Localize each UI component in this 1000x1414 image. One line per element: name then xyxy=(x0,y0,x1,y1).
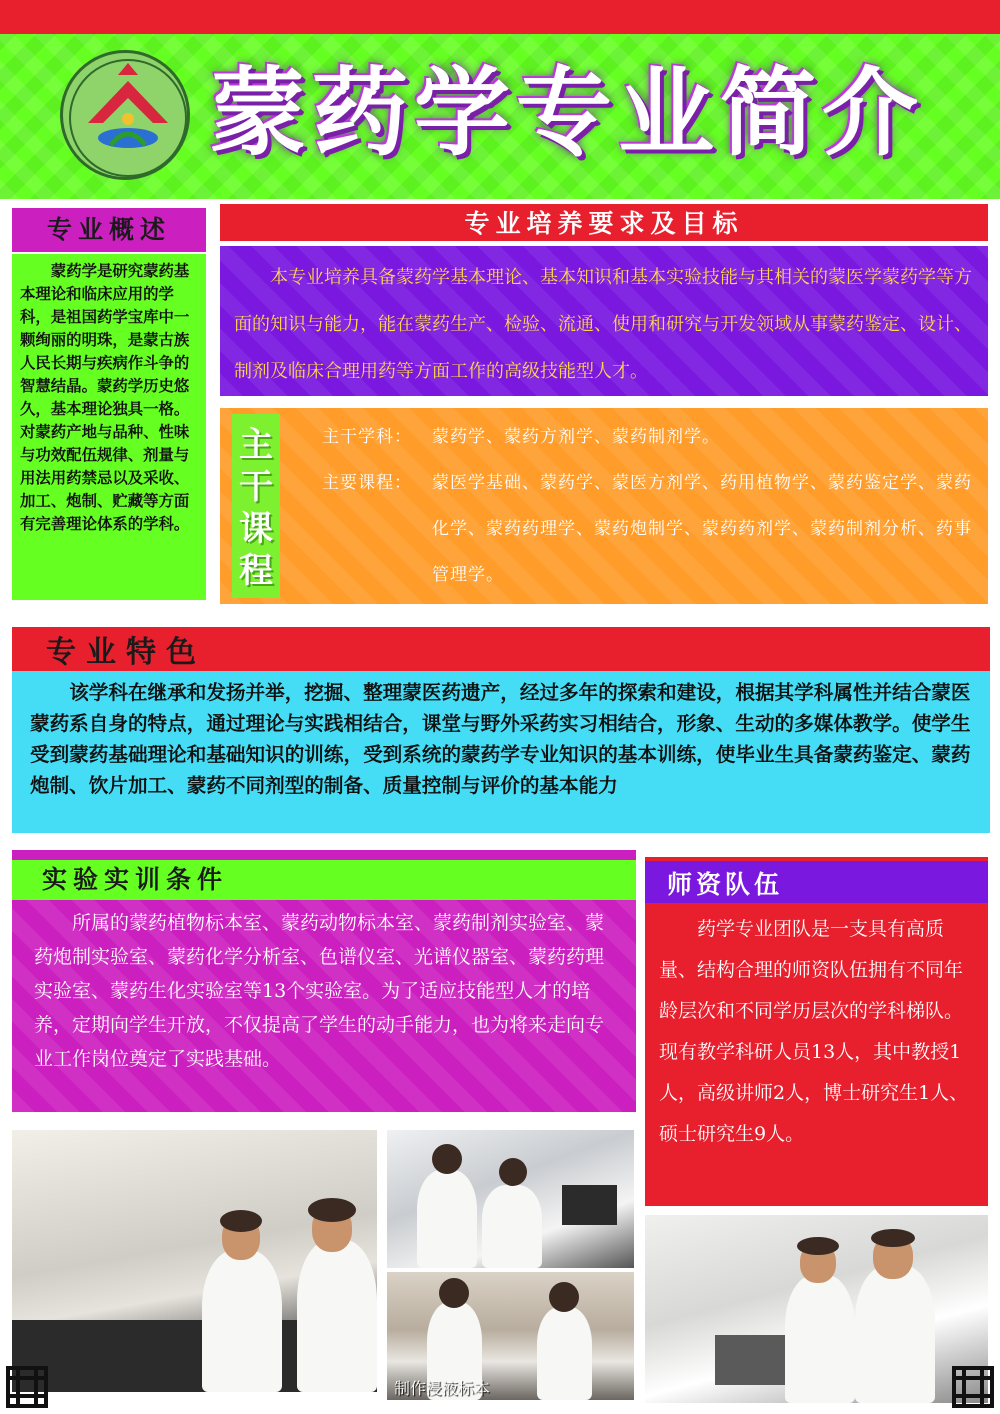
school-logo xyxy=(60,50,190,180)
student-hair xyxy=(797,1237,839,1255)
requirements-text: 本专业培养具备蒙药学基本理论、基本知识和基本实验技能与其相关的蒙医学蒙药学等方面的知识与能力，能在蒙药生产、检验、流通、使用和研究与开发领域从事蒙药鉴定、设计、制剂及临床合理用药等方面工作的高级技能型人才。 xyxy=(234,267,972,382)
faculty-text: 药学专业团队是一支具有高质量、结构合理的师资队伍拥有不同年龄层次和不同学历层次的学科梯队。现有教学科研人员13人，其中教授1人，高级讲师2人，博士研究生1人、硕士研究生9人。 xyxy=(659,918,969,1145)
requirements-title: 专业培养要求及目标 xyxy=(220,204,988,244)
student-coat xyxy=(202,1250,282,1392)
lab-photo-computers xyxy=(387,1130,634,1268)
top-red-band xyxy=(0,0,1000,34)
features-text: 该学科在继承和发扬并举，挖掘、整理蒙医药遗产，经过多年的探索和建设，根据其学科属性并结合蒙医蒙药系自身的特点，通过理论与实践相结合，课堂与野外采药实习相结合，形象、生动的多媒体教学。使学生受到蒙药基础理论和基础知识的训练，受到系统的蒙药学专业知识的基本训练，使毕业生具备蒙药鉴定、蒙药炮制、饮片加工、蒙药不同剂型的制备、质量控制与评价的基本能力 xyxy=(30,681,971,797)
features-panel xyxy=(12,671,990,833)
student-hair xyxy=(220,1210,262,1232)
corner-knot-icon xyxy=(946,1360,1000,1414)
core-courses-row xyxy=(322,460,972,598)
student-hair xyxy=(871,1229,915,1247)
lab-text: 所属的蒙药植物标本室、蒙药动物标本室、蒙药制剂实验室、蒙药炮制实验室、蒙药化学分析室、色谱仪室、光谱仪器室、蒙药药理实验室、蒙药生化实验室等13个实验室。为了适应技能型人才的培养，定期向学生开放，不仅提高了学生的动手能力，也为将来走向专业工作岗位奠定了实践基础。 xyxy=(34,912,605,1070)
page-title: 蒙药学专业简介 xyxy=(210,57,924,169)
overview-title: 专业概述 xyxy=(12,208,206,252)
faculty-panel xyxy=(645,903,988,1206)
overview-panel xyxy=(12,254,206,600)
student-hair xyxy=(308,1198,356,1222)
student-coat xyxy=(297,1240,377,1392)
overview-text: 蒙药学是研究蒙药基本理论和临床应用的学科，是祖国药学宝库中一颗绚丽的明珠，是蒙古族人民长期与疾病作斗争的智慧结晶。蒙药学历史悠久，基本理论独具一格。对蒙药产地与品种、性味与功效配伍规律、剂量与用法用药禁忌以及采收、加工、炮制、贮藏等方面有完善理论体系的学科。 xyxy=(20,262,190,533)
lab-title: 实验实训条件 xyxy=(12,860,636,900)
lab-photo-instrument xyxy=(645,1215,988,1403)
core-courses-value: 蒙医学基础、蒙药学、蒙医方剂学、药用植物学、蒙药鉴定学、蒙药化学、蒙药药理学、蒙药炮制学、蒙药药剂学、蒙药制剂分析、药事管理学。 xyxy=(432,473,972,585)
student-head xyxy=(549,1282,579,1312)
faculty-title: 师资队伍 xyxy=(645,857,988,903)
student-coat xyxy=(537,1307,592,1400)
core-courses-key: 主要课程： xyxy=(322,473,412,493)
student-coat xyxy=(417,1170,477,1268)
student-coat xyxy=(482,1185,542,1268)
corner-knot-icon xyxy=(0,1360,54,1414)
core-subjects-value: 蒙药学、蒙药方剂学、蒙药制剂学。 xyxy=(432,427,720,447)
logo-emblem-icon xyxy=(63,53,193,183)
student-head xyxy=(432,1144,462,1174)
student-coat xyxy=(785,1275,855,1403)
student-head xyxy=(499,1158,527,1186)
core-subjects-row xyxy=(322,414,972,460)
core-courses-label: 主干课程 xyxy=(232,414,280,598)
student-coat xyxy=(855,1265,935,1403)
features-title: 专业特色 xyxy=(12,623,990,671)
requirements-panel xyxy=(220,246,988,396)
lab-photo-students xyxy=(12,1130,377,1392)
photo-caption: 制作浸液标本 xyxy=(394,1379,491,1398)
core-subjects-key: 主干学科： xyxy=(322,427,412,447)
core-courses-content xyxy=(322,414,972,594)
computer-monitor xyxy=(562,1185,617,1225)
lab-accent-strip xyxy=(12,850,636,860)
lab-panel xyxy=(12,900,636,1112)
student-head xyxy=(439,1278,469,1308)
